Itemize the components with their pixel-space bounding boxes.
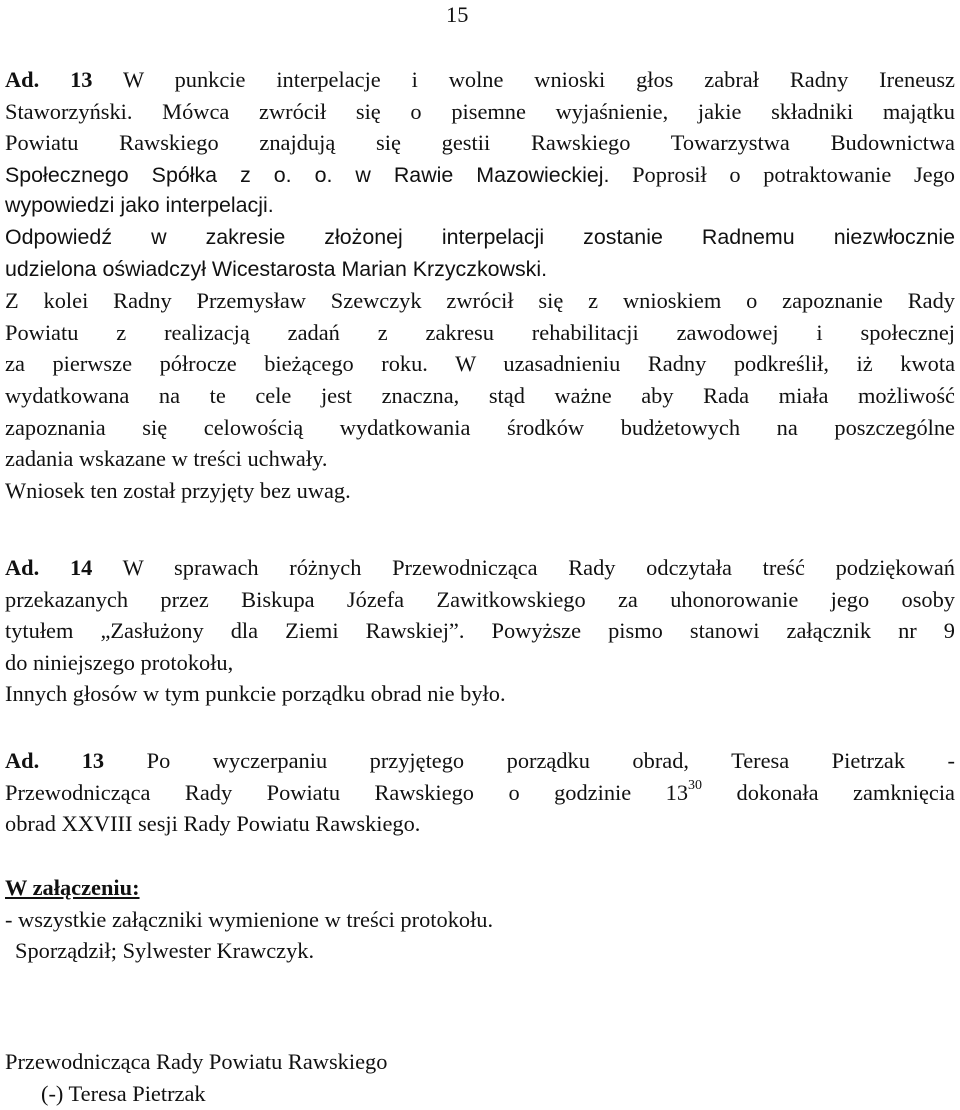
paragraph-line: udzielona oświadczył Wicestarosta Marian Krzyczkowski.: [5, 256, 548, 281]
item-label: Ad.: [5, 748, 40, 773]
attachments-block: [5, 872, 955, 967]
attachments-heading: W załączeniu:: [5, 875, 140, 900]
paragraph-line: Innych głosów w tym punkcie porządku obrad nie było.: [5, 681, 506, 707]
paragraph-line: za pierwsze półrocze bieżącego roku. W uzasadnieniu Radny podkreślił, iż kwota: [5, 351, 956, 377]
paragraph-line: Przewodnicząca Rady Powiatu Rawskiego o godzinie $13^{30}$ dokonała zamknięcia: [5, 777, 955, 805]
item-label: Ad.: [5, 67, 40, 92]
attachments-item: - wszystkie załączniki wymienione w treści protokołu.: [5, 906, 494, 932]
paragraph-line: Powiatu z realizacją zadań z zakresu rehabilitacji zawodowej i społecznej: [5, 319, 955, 345]
item-number: 13: [70, 67, 93, 92]
time-superscript: 30: [688, 777, 703, 793]
section-ad13-interpellations: [5, 64, 955, 506]
section-ad14-other-matters: [5, 552, 955, 710]
paragraph-line: Ad. 13 W punkcie interpelacje i wolne wnioski głos zabrał Radny Ireneusz: [5, 67, 955, 92]
paragraph-line: przekazanych przez Biskupa Józefa Zawitkowskiego za uhonorowanie jego osoby: [5, 586, 955, 612]
paragraph-line: zadania wskazane w treści uchwały.: [5, 446, 328, 472]
paragraph-line: zapoznania się celowością wydatkowania środków budżetowych na poszczególne: [5, 414, 955, 440]
paragraph-line: Ad. 13 Po wyczerpaniu przyjętego porządku obrad, Teresa Pietrzak -: [5, 748, 955, 773]
paragraph-line: Wniosek ten został przyjęty bez uwag.: [5, 477, 351, 503]
item-label: Ad.: [5, 555, 40, 580]
prepared-by: Sporządził; Sylwester Krawczyk.: [15, 938, 315, 964]
paragraph-line: obrad XXVIII sesji Rady Powiatu Rawskiego.: [5, 811, 421, 837]
paragraph-line: tytułem „Zasłużony dla Ziemi Rawskiej”. Powyższe pismo stanowi załącznik nr 9: [5, 618, 955, 644]
page-number: 15: [446, 2, 469, 27]
item-number: 13: [81, 748, 105, 773]
paragraph-line: Społecznego Spółka z o. o. w Rawie Mazowieckiej. Poprosił o potraktowanie Jego: [5, 161, 955, 187]
paragraph-line: Odpowiedź w zakresie złożonej interpelacji zostanie Radnemu niezwłocznie: [5, 224, 955, 249]
paragraph-line: Ad. 14 W sprawach różnych Przewodnicząca Rady odczytała treść podziękowań: [5, 555, 955, 580]
paragraph-line: Staworzyński. Mówca zwrócił się o pisemne wyjaśnienie, jakie składniki majątku: [5, 98, 955, 124]
paragraph-line: Z kolei Radny Przemysław Szewczyk zwrócił się z wnioskiem o zapoznanie Rady: [5, 288, 955, 314]
signature-role: Przewodnicząca Rady Powiatu Rawskiego: [5, 1049, 388, 1074]
signature-name: (-) Teresa Pietrzak: [41, 1080, 206, 1106]
section-ad13-closing: [5, 745, 955, 840]
item-number: 14: [69, 555, 93, 580]
paragraph-line: Powiatu Rawskiego znajdują się gestii Rawskiego Towarzystwa Budownictwa: [5, 130, 955, 156]
paragraph-line: wydatkowana na te cele jest znaczna, stąd ważne aby Rada miała możliwość: [5, 382, 955, 408]
paragraph-line: do niniejszego protokołu,: [5, 649, 234, 675]
paragraph-line: wypowiedzi jako interpelacji.: [5, 193, 274, 218]
signature-block: [5, 1046, 955, 1109]
